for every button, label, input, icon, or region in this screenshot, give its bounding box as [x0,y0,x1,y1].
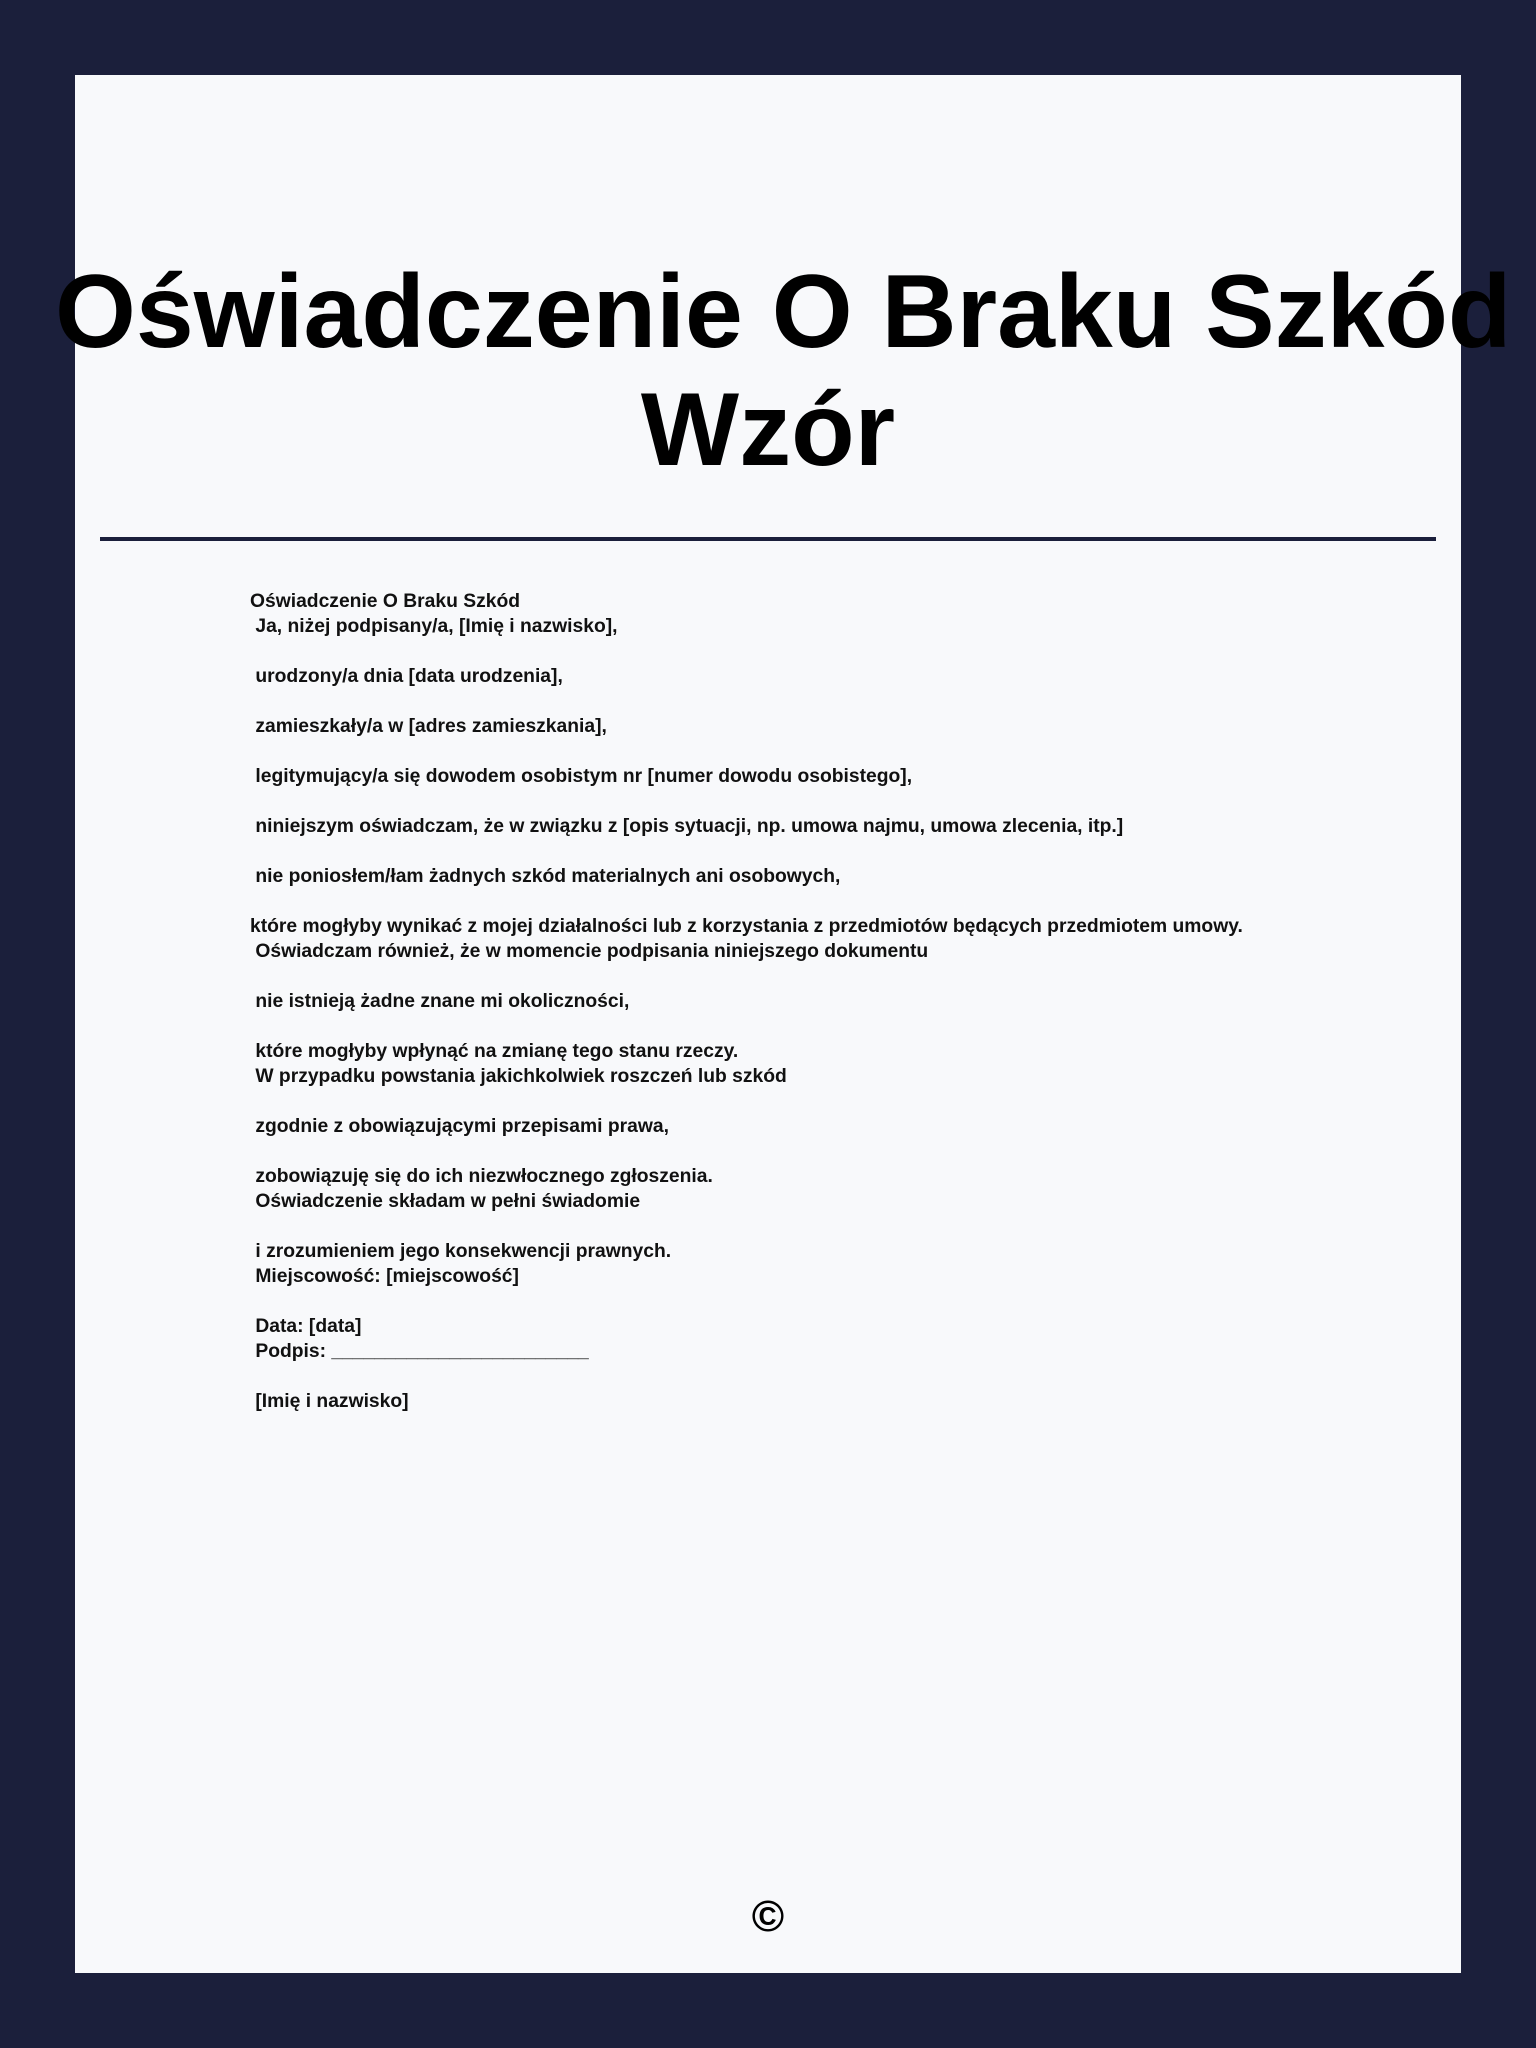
document-line: zamieszkały/a w [adres zamieszkania], [250,716,607,737]
document-body [250,589,1300,1414]
document-line: zobowiązuję się do ich niezwłocznego zgłoszenia. [250,1166,713,1187]
line-gap [250,1214,1300,1239]
document-heading: Oświadczenie O Braku Szkód [250,591,521,612]
document-line: niniejszym oświadczam, że w związku z [opis sytuacji, np. umowa najmu, umowa zlecenia, itp.] [250,816,1124,837]
copyright-icon: © [751,1892,785,1941]
date-field: Data: [data] [250,1316,362,1337]
document-line: nie poniosłem/łam żadnych szkód materialnych ani osobowych, [250,866,841,887]
page-title [55,253,1512,489]
line-gap [250,1139,1300,1164]
document-page [55,75,1512,1973]
line-gap [250,1364,1300,1389]
document-line: nie istnieją żadne znane mi okoliczności, [250,991,630,1012]
line-gap [250,789,1300,814]
document-line: Ja, niżej podpisany/a, [Imię i nazwisko], [250,616,618,637]
document-line: zgodnie z obowiązującymi przepisami prawa, [250,1116,669,1137]
line-gap [250,689,1300,714]
document-line: i zrozumieniem jego konsekwencji prawnych. [250,1241,672,1262]
page-title-line-1: Oświadczenie O Braku Szkód [55,254,1512,370]
document-line: które mogłyby wpłynąć na zmianę tego stanu rzeczy. [250,1041,739,1062]
signature-field: Podpis: ________________________ [250,1341,589,1362]
line-gap [250,964,1300,989]
line-gap [250,739,1300,764]
line-gap [250,1014,1300,1039]
document-line: W przypadku powstania jakichkolwiek roszczeń lub szkód [250,1066,787,1087]
line-gap [250,639,1300,664]
line-gap [250,889,1300,914]
page-title-line-2: Wzór [640,372,896,488]
document-line: które mogłyby wynikać z mojej działalności lub z korzystania z przedmiotów będących przedmiotem umowy. [250,916,1243,937]
line-gap [250,1289,1300,1314]
document-line: Oświadczam również, że w momencie podpisania niniejszego dokumentu [250,941,929,962]
document-line: Oświadczenie składam w pełni świadomie [250,1191,641,1212]
signer-name: [Imię i nazwisko] [250,1391,409,1412]
place-field: Miejscowość: [miejscowość] [250,1266,519,1287]
document-line: legitymujący/a się dowodem osobistym nr [numer dowodu osobistego], [250,766,913,787]
title-divider [100,537,1436,541]
line-gap [250,839,1300,864]
document-line: urodzony/a dnia [data urodzenia], [250,666,563,687]
line-gap [250,1089,1300,1114]
